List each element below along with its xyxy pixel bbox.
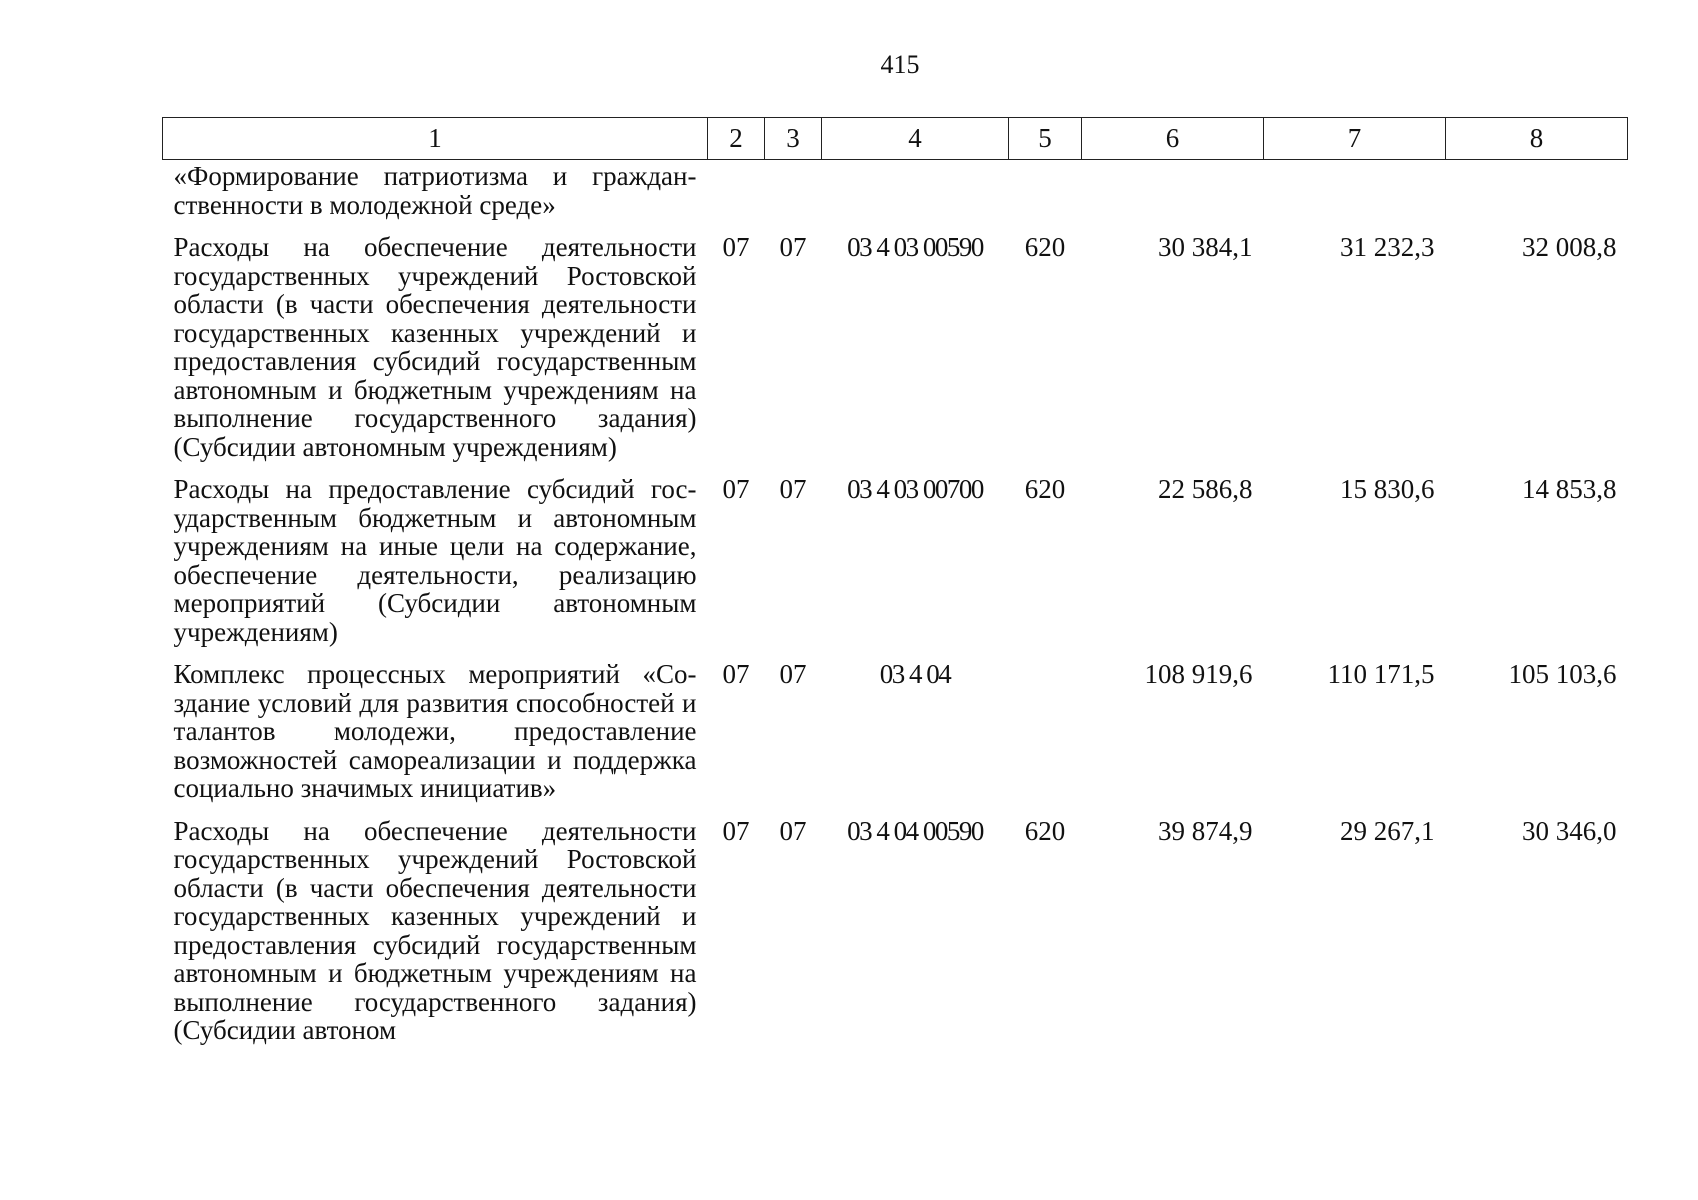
row-name-text: Комплекс процессных мероприятий «Создание условий для развития способностей и талантов молодежи, предоставление возможностей самореализации и поддержка социально значимых инициатив»	[173, 659, 697, 803]
row-subsection	[765, 160, 822, 234]
row-section: 07	[722, 815, 750, 846]
row-name-text: Расходы на обеспечение деятельности государственных учреждений Ростовской области (в части обеспечения деятельности государственных казенных учреждений и предоставления субсидий государственным автономным и бюджетным учреждениям на выполнение государственного задания) (Субсидии автономным учреждениям)	[173, 232, 697, 462]
budget-table	[162, 117, 1628, 1045]
row-value-year-2: 29 267,1	[1340, 815, 1435, 846]
row-name	[163, 475, 708, 660]
table-row	[163, 817, 1628, 1045]
row-section: 07	[722, 474, 750, 504]
row-value-year-3: 14 853,8	[1522, 474, 1617, 504]
table-row	[163, 660, 1628, 817]
header-col-6: 6	[1082, 118, 1264, 160]
table-header	[163, 118, 1628, 160]
row-subsection: 07	[779, 659, 807, 689]
row-subsection: 07	[779, 815, 807, 846]
row-section: 07	[722, 659, 750, 689]
row-target-code: 03 4 03 00590	[847, 232, 983, 262]
row-name-text: Расходы на предоставление субсидий государственным бюджетным и автономным учреждениям на иные цели на содержание, обеспечение деятельности, реализацию мероприятий (Субсидии автономным учреждениям)	[173, 474, 697, 647]
row-value-year-2	[1264, 160, 1446, 234]
row-target-code: 03 4 04 00590	[847, 815, 983, 846]
header-col-8: 8	[1446, 118, 1628, 160]
row-value-year-1: 39 874,9	[1158, 815, 1253, 846]
header-col-7: 7	[1264, 118, 1446, 160]
row-expense-type	[1009, 160, 1082, 234]
row-value-year-3: 105 103,6	[1508, 659, 1617, 689]
row-value-year-3	[1446, 160, 1628, 234]
table-body	[163, 160, 1628, 1045]
row-value-year-2: 15 830,6	[1340, 474, 1435, 504]
row-name	[163, 817, 708, 1045]
row-value-year-3: 30 346,0	[1522, 815, 1617, 846]
row-name-text: Расходы на обеспечение деятельности государственных учреждений Ростовской области (в части обеспечения деятельности государственных казенных учреждений и предоставления субсидий государственным автономным и бюджетным учреждениям на выполнение государственного задания) (Субсидии автоном	[173, 815, 697, 1045]
row-target-code: 03 4 04	[879, 659, 951, 689]
row-section: 07	[722, 232, 750, 262]
row-value-year-3: 32 008,8	[1522, 232, 1617, 262]
page-number: 415	[880, 50, 920, 79]
row-value-year-1: 30 384,1	[1158, 232, 1253, 262]
row-name	[163, 660, 708, 817]
row-expense-type: 620	[1024, 815, 1066, 846]
row-section	[708, 160, 765, 234]
row-value-year-1	[1082, 160, 1264, 234]
row-name	[163, 160, 708, 234]
row-value-year-1: 22 586,8	[1158, 474, 1253, 504]
header-col-4: 4	[822, 118, 1009, 160]
row-value-year-1: 108 919,6	[1144, 659, 1253, 689]
row-name	[163, 233, 708, 475]
row-target-code: 03 4 03 00700	[847, 474, 983, 504]
row-name-text: «Формирование патриотизма и гражданственности в молодежной среде»	[173, 161, 697, 220]
row-subsection: 07	[779, 232, 807, 262]
row-subsection: 07	[779, 474, 807, 504]
table-row	[163, 160, 1628, 234]
header-col-3: 3	[765, 118, 822, 160]
header-col-5: 5	[1009, 118, 1082, 160]
row-value-year-2: 31 232,3	[1340, 232, 1435, 262]
header-col-2: 2	[708, 118, 765, 160]
row-expense-type	[1009, 660, 1082, 817]
row-value-year-2: 110 171,5	[1327, 659, 1435, 689]
row-expense-type: 620	[1024, 474, 1066, 504]
row-target-code	[822, 160, 1009, 234]
table-row	[163, 233, 1628, 475]
header-row	[163, 118, 1628, 160]
header-col-1: 1	[163, 118, 708, 160]
table-row	[163, 475, 1628, 660]
row-expense-type: 620	[1024, 232, 1066, 262]
